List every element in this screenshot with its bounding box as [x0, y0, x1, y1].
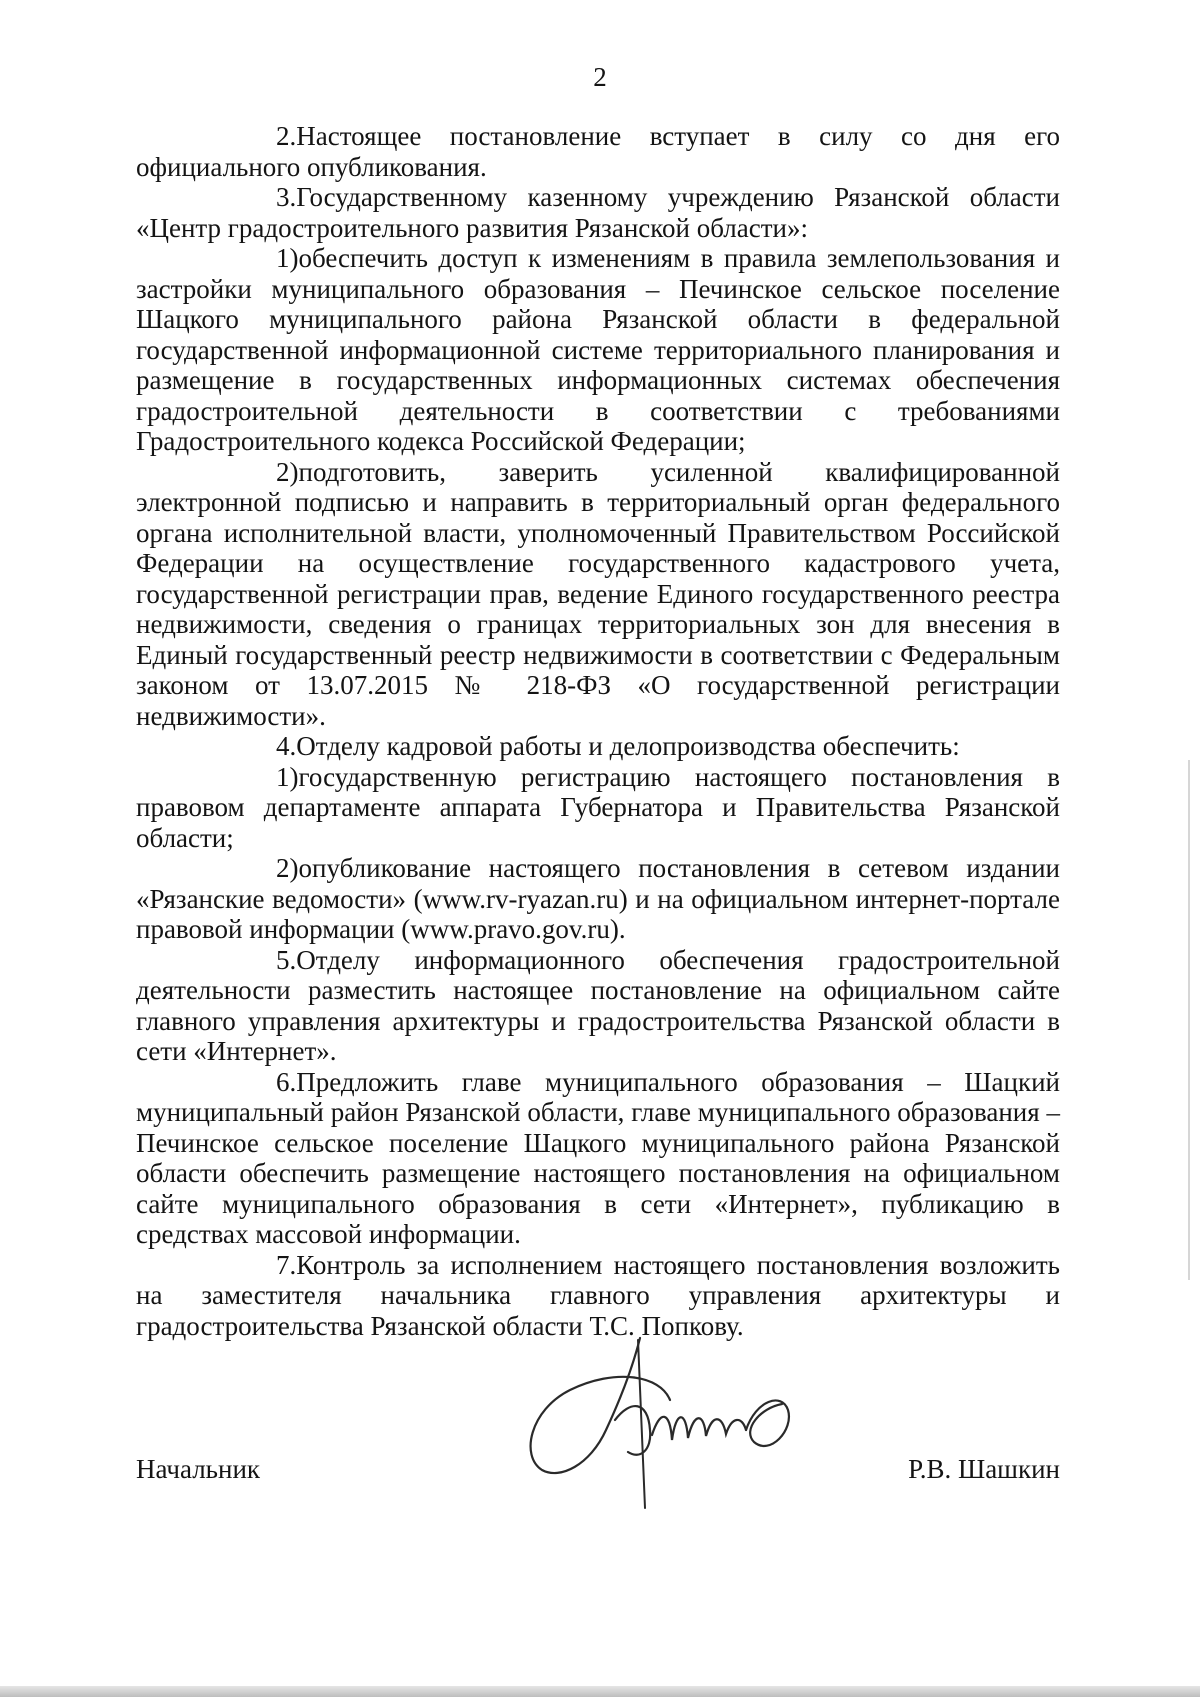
paragraph-number: 1): [276, 761, 299, 792]
paragraph-text: Контроль за исполнением настоящего постановления возложить на заместителя начальника главного управления архитектуры и градостроительства Рязанской области Т.С. Попкову.: [136, 1249, 1060, 1341]
paragraph-4-item-2: [136, 853, 1060, 945]
paragraph-3-item-2: [136, 457, 1060, 732]
paragraph-text: государственную регистрацию настоящего постановления в правовом департаменте аппарата Губернатора и Правительства Рязанской области;: [136, 761, 1060, 853]
paragraph-number: 6.: [276, 1066, 297, 1097]
paragraph-number: 2): [276, 853, 299, 883]
paragraph-4: [136, 731, 1060, 762]
paragraph-text: Предложить главе муниципального образования – Шацкий муниципальный район Рязанской области, главе муниципального образования – Печинское сельское поселение Шацкого муниципального района Рязанской области обеспечить размещение настоящего постановления на официальном сайте муниципального образования в сети «Интернет», публикацию в средствах массовой информации.: [136, 1066, 1060, 1249]
paragraph-4-item-1: [136, 762, 1060, 854]
paragraph-7: [136, 1250, 1060, 1342]
signatory-name: Р.В. Шашкин: [908, 1454, 1060, 1484]
paragraph-text: Настоящее постановление вступает в силу со дня его официального опубликования.: [136, 121, 1060, 182]
scan-edge-shadow: [1188, 760, 1190, 1280]
paragraph-number: 2): [276, 456, 299, 487]
paragraph-number: 3.: [276, 182, 297, 212]
paragraph-3-item-1: [136, 243, 1060, 457]
paragraph-text: обеспечить доступ к изменениям в правила землепользования и застройки муниципального образования – Печинское сельское поселение Шацкого муниципального района Рязанской области в федеральной государственной информационной системе территориального планирования и размещение в государственных информационных системах обеспечения градостроительной деятельности в соответствии с требованиями Градостроительного кодекса Российской Федерации;: [136, 243, 1060, 456]
paragraph-2: [136, 121, 1060, 182]
paragraph-number: 1): [276, 243, 299, 273]
signatory-position: Начальник: [136, 1454, 261, 1484]
paragraph-text: опубликование настоящего постановления в сетевом издании «Рязанские ведомости» (www.rv-ryazan.ru) и на официальном интернет-портале правовой информации (www.pravo.gov.ru).: [136, 853, 1060, 944]
paragraph-number: 5.: [276, 944, 297, 975]
signature-block: [136, 1454, 1060, 1494]
page-number: 2: [593, 62, 607, 92]
paragraph-6: [136, 1067, 1060, 1250]
paragraph-3: [136, 182, 1060, 243]
paragraph-text: Отделу информационного обеспечения градостроительной деятельности разместить настоящее постановление на официальном сайте главного управления архитектуры и градостроительства Рязанской области в сети «Интернет».: [136, 944, 1060, 1066]
paragraph-number: 2.: [276, 121, 297, 151]
paragraph-text: Отделу кадровой работы и делопроизводства обеспечить:: [296, 731, 960, 761]
paragraph-text: Государственному казенному учреждению Рязанской области «Центр градостроительного развития Рязанской области»:: [136, 182, 1060, 243]
paragraph-number: 4.: [276, 731, 297, 761]
page-bottom-edge: [0, 1686, 1200, 1697]
paragraph-text: подготовить, заверить усиленной квалифицированной электронной подписью и направить в территориальный орган федерального органа исполнительной власти, уполномоченный Правительством Российской Федерации на осуществление государственного кадастрового учета, государственной регистрации прав, ведение Единого государственного реестра недвижимости, сведения о границах территориальных зон для внесения в Единый государственный реестр недвижимости в соответствии с Федеральным законом от 13.07.2015 № 218-ФЗ «О государственной регистрации недвижимости».: [136, 456, 1060, 731]
paragraph-5: [136, 945, 1060, 1067]
document-body: [136, 121, 1060, 1341]
paragraph-number: 7.: [276, 1249, 297, 1280]
